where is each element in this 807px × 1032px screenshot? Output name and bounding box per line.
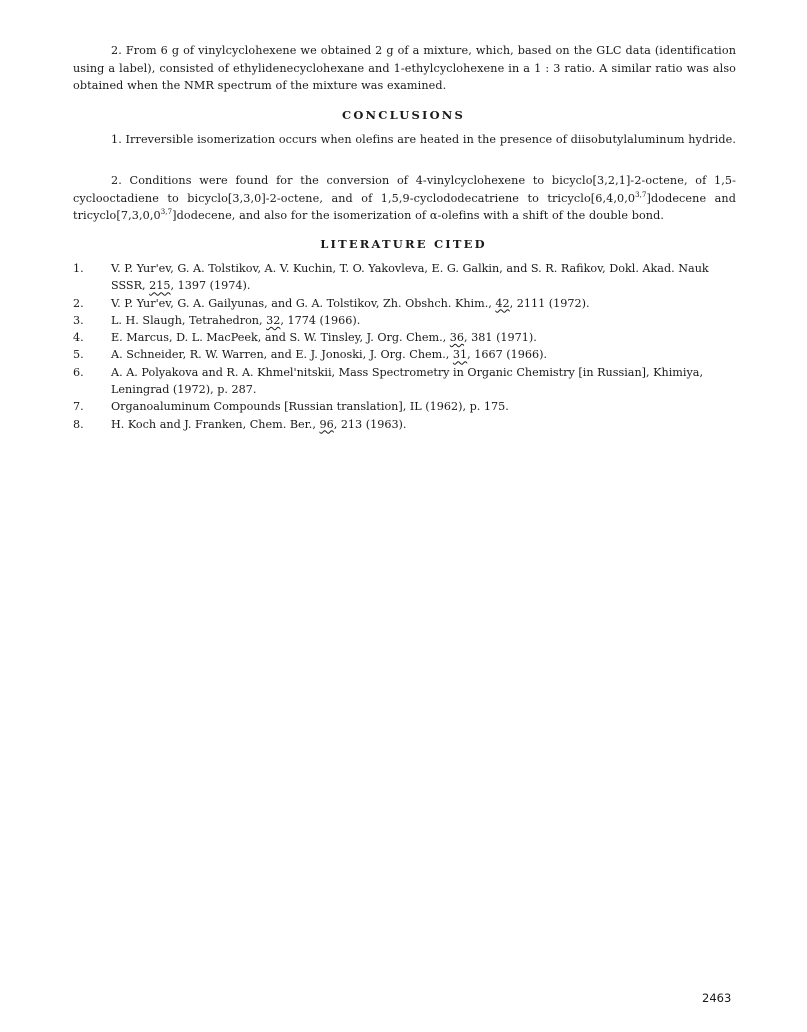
reference-item — [73, 398, 736, 415]
reference-number: 8. — [73, 417, 84, 431]
intro-paragraph — [73, 42, 736, 95]
reference-citation: L. H. Slaugh, Tetrahedron, — [111, 313, 267, 327]
reference-volume: 32 — [266, 313, 281, 327]
conclusion-2-number: 2. — [111, 174, 122, 187]
conclusion-2-superscript-1: 3,7 — [635, 190, 647, 199]
reference-pages: , 1397 (1974). — [170, 279, 251, 293]
reference-text — [111, 295, 736, 312]
reference-text — [111, 346, 736, 363]
reference-text — [111, 312, 736, 329]
reference-text — [111, 329, 736, 346]
reference-volume: 96 — [319, 417, 334, 431]
reference-number: 5. — [73, 348, 84, 362]
conclusion-2-text-part1: Conditions were found for the conversion of 4-vinylcyclohexene to bicyclo[3,2,1]-2-octene, of 1,5-cyclooctadiene to bicyclo[3,3,0]-2-octene, and of 1,5,9-cyclododecatriene to tricyclo[6,4,0,0 — [73, 174, 736, 205]
reference-number: 4. — [73, 331, 84, 345]
reference-citation: H. Koch and J. Franken, Chem. Ber., — [111, 417, 320, 431]
reference-number: 3. — [73, 313, 84, 327]
intro-text: From 6 g of vinylcyclohexene we obtained 2 g of a mixture, which, based on the GLC data (identification using a label), consisted of ethylidenecyclohexane and 1-ethylcyclohexene in a 1 : 3 ratio. A similar ratio was also obtained when the NMR spectrum of the mixture was examined. — [73, 44, 737, 92]
reference-pages: , 213 (1963). — [333, 417, 407, 431]
page-number: 2463 — [702, 991, 732, 1005]
reference-text — [111, 398, 736, 415]
reference-item — [73, 312, 736, 329]
reference-volume: 42 — [495, 296, 510, 310]
reference-pages: , 2111 (1972). — [509, 296, 590, 310]
reference-pages: , 381 (1971). — [464, 331, 537, 345]
reference-item — [73, 295, 736, 312]
conclusions-heading: CONCLUSIONS — [341, 108, 466, 122]
reference-pages: , 1774 (1966). — [280, 313, 361, 327]
conclusion-2-superscript-2: 3,7 — [160, 208, 173, 216]
reference-list — [73, 260, 736, 433]
reference-volume: 215 — [149, 279, 171, 293]
reference-citation: A. Schneider, R. W. Warren, and E. J. Jonoski, J. Org. Chem., — [111, 348, 453, 362]
reference-number: 7. — [73, 400, 84, 414]
reference-text — [111, 416, 736, 433]
intro-number: 2. — [111, 44, 122, 57]
reference-citation: V. P. Yur'ev, G. A. Gailyunas, and G. A. Tolstikov, Zh. Obshch. Khim., — [111, 296, 496, 310]
conclusion-2-text-part3: ]dodecene, and also for the isomerization of α-olefins with a shift of the double bond. — [172, 209, 665, 222]
reference-citation: A. A. Polyakova and R. A. Khmel'nitskii, Mass Spectrometry in Organic Chemistry [in Russian], Khimiya, Leningrad (1972), p. 287. — [111, 365, 704, 397]
reference-item — [73, 329, 736, 346]
reference-number: 2. — [73, 296, 84, 310]
reference-number: 6. — [73, 365, 84, 379]
reference-item — [73, 416, 736, 433]
conclusion-item-1 — [73, 131, 736, 149]
reference-item — [73, 364, 736, 399]
reference-item — [73, 346, 736, 363]
reference-citation: Organoaluminum Compounds [Russian translation], IL (1962), p. 175. — [111, 400, 509, 414]
reference-volume: 31 — [452, 348, 468, 362]
literature-heading: LITERATURE CITED — [320, 237, 487, 251]
reference-item — [73, 260, 736, 295]
reference-citation: E. Marcus, D. L. MacPeek, and S. W. Tinsley, J. Org. Chem., — [111, 331, 450, 345]
reference-text — [111, 260, 736, 295]
conclusion-2-text-part2: ]dodecene and tricyclo[7,3,0,0 — [73, 191, 736, 222]
reference-number: 1. — [73, 262, 84, 275]
conclusion-item-2 — [73, 172, 736, 225]
conclusion-1-text: Irreversible isomerization occurs when olefins are heated in the presence of diisobutylaluminum hydride. — [125, 133, 737, 146]
reference-pages: , 1667 (1966). — [467, 348, 548, 362]
reference-text — [111, 364, 736, 399]
conclusion-1-number: 1. — [111, 133, 122, 146]
reference-citation: V. P. Yur'ev, G. A. Tolstikov, A. V. Kuchin, T. O. Yakovleva, E. G. Galkin, and S. R. Rafikov, Dokl. Akad. Nauk SSSR, — [111, 262, 709, 293]
reference-volume: 36 — [449, 331, 465, 345]
